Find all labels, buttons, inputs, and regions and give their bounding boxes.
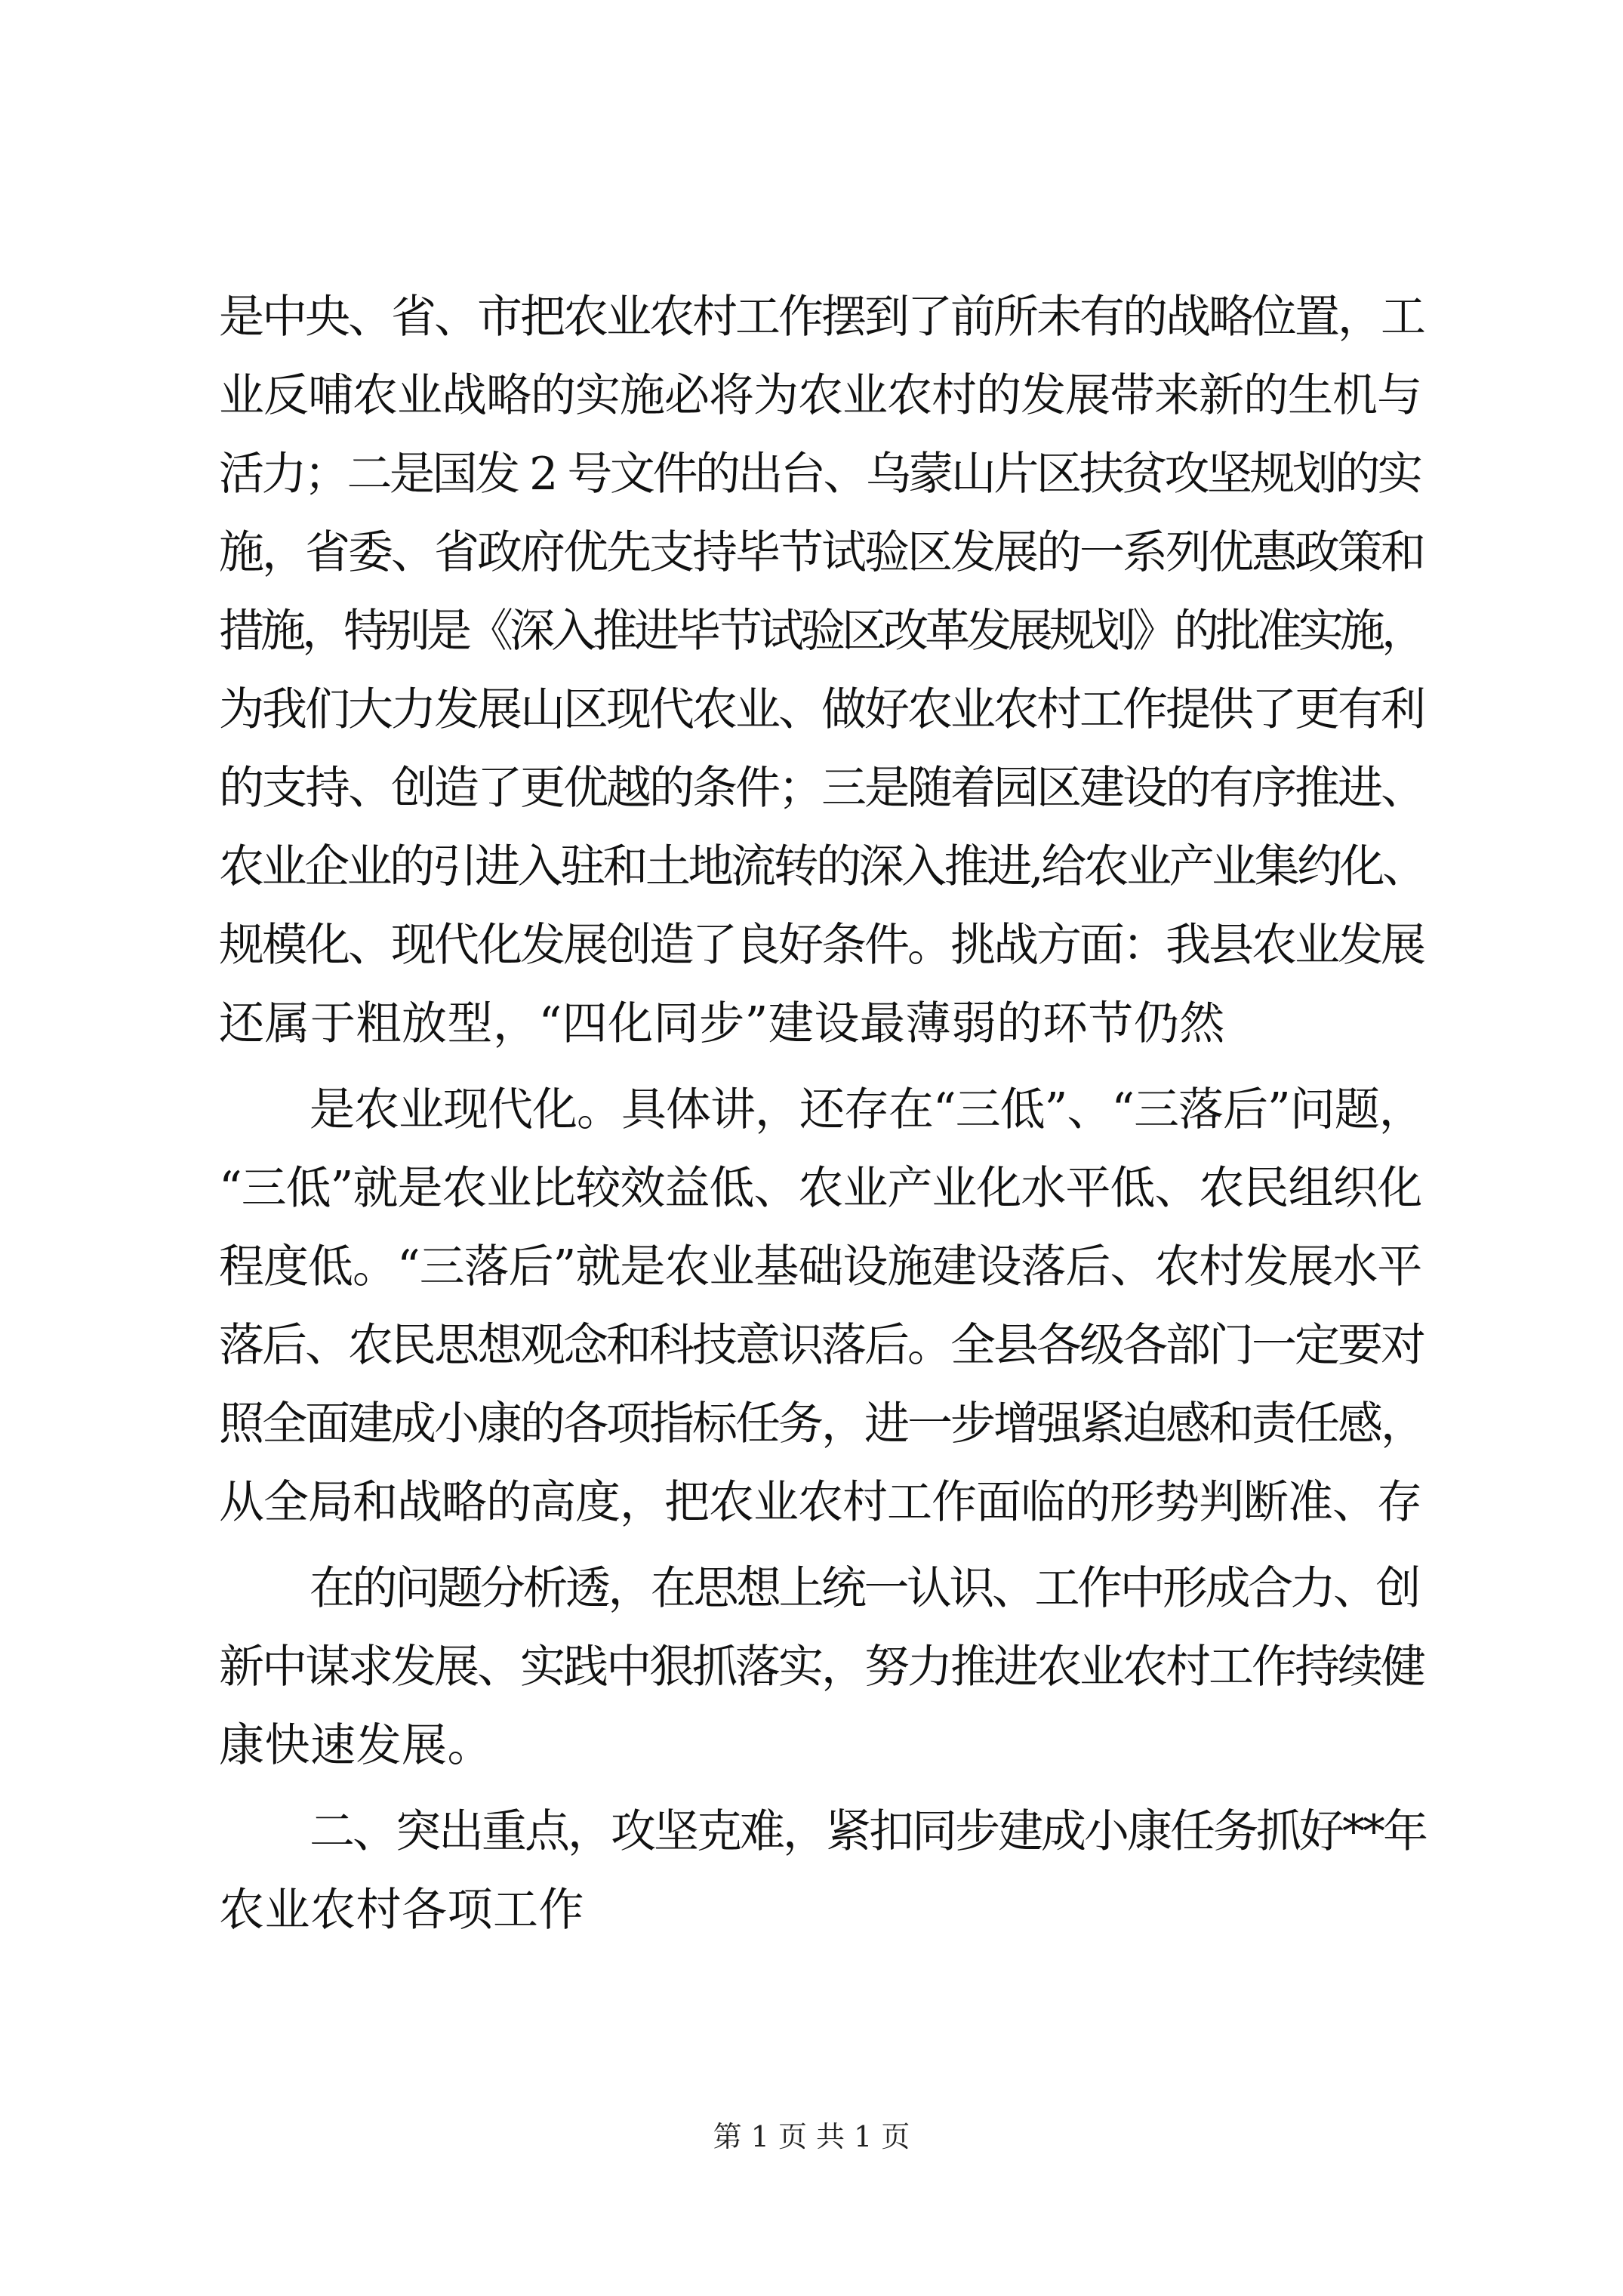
paragraph-first-line: 是农业现代化。具体讲，还存在“三低”、“三落后”问题， [310,1083,1424,1136]
page-number-footer: 第 1 页 共 1 页 [713,2120,910,2153]
paragraph-first-line: 在的问题分析透，在思想上统一认识、工作中形成合力、创 [310,1562,1418,1615]
text-line: 落后、农民思想观念和科技意识落后。全县各级各部门一定要对 [219,1319,1424,1372]
text-line: 规模化、现代化发展创造了良好条件。挑战方面：我县农业发展 [219,919,1424,972]
text-line: 康快速发展。 [219,1719,493,1772]
text-line: 为我们大力发展山区现代农业、做好农业农村工作提供了更有利 [219,683,1424,736]
text-line: 农业企业的引进入驻和土地流转的深入推进,给农业产业集约化、 [219,840,1425,893]
text-line: 新中谋求发展、实践中狠抓落实，努力推进农业农村工作持续健 [219,1641,1424,1693]
text-line: 活力；二是国发 2 号文件的出台、乌蒙山片区扶贫攻坚规划的实 [219,448,1421,501]
text-line: 是中央、省、市把农业农村工作摆到了前所未有的战略位置，工 [219,291,1424,344]
text-line: 施，省委、省政府优先支持毕节试验区发展的一系列优惠政策和 [219,526,1424,579]
text-line: 措施，特别是《深入推进毕节试验区改革发展规划》的批准实施， [219,605,1423,658]
text-line: 从全局和战略的高度，把农业农村工作面临的形势判断准、存 [219,1476,1421,1529]
text-line: 的支持、创造了更优越的条件；三是随着园区建设的有序推进、 [219,762,1424,815]
text-line: “三低”就是农业比较效益低、农业产业化水平低、农民组织化 [219,1162,1422,1215]
text-line: 还属于粗放型，“四化同步”建设最薄弱的环节仍然 [219,997,1225,1050]
text-line: 照全面建成小康的各项指标任务，进一步增强紧迫感和责任感， [219,1398,1424,1450]
text-line: 业反哺农业战略的实施必将为农业农村的发展带来新的生机与 [219,369,1421,422]
text-line: 程度低。“三落后”就是农业基础设施建设落后、农村发展水平 [219,1240,1422,1293]
section-heading-continued: 农业农村各项工作 [219,1884,584,1937]
section-heading: 二、突出重点，攻坚克难，紧扣同步建成小康任务抓好**年 [310,1805,1426,1858]
